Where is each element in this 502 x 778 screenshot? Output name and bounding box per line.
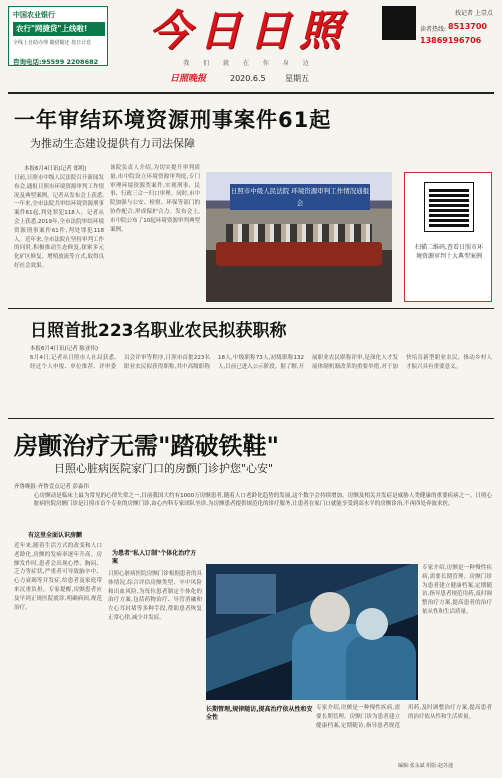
court-press-conference-photo (206, 172, 392, 302)
hotline-label: 读者热线: (420, 26, 447, 33)
story3-headline[interactable]: 房颤治疗无需"踏破铁鞋" (14, 432, 280, 460)
story1-body-left: 日前,日照市中级人民法院召开新闻发布会,通报日照市环境资源审判工作情况及典型案例。记者从发布会上获悉,一年来,全市法院共审结环境资源刑事案件61起,判处罪犯118人。记者从会上获悉,2019年,全市法院审结环境资源刑事案件61件,判处罪犯118人。近年来,全市法院在坚持审判工作的同时,积极推动生态修复,探索多元化矿区修复、增殖放流等方式,取得良好社会效果。 (14, 175, 104, 269)
story3-body-right: 专家介绍,房颤是一种慢性疾病,需要长期管理。房颤门诊为患者建立健康档案,定期随访,指导患者规范用药,及时调整治疗方案,提高患者的治疗依从性和生活质量。 (316, 705, 492, 729)
masthead (0, 0, 502, 90)
story1-subhead: 为推动生态建设提供有力司法保障 (30, 137, 195, 150)
qr-code-icon[interactable] (425, 183, 473, 231)
story3-byline: 齐鲁晚报·齐鲁壹点记者 彭淼伟 (14, 484, 89, 490)
story3-body-far-right: 专家介绍,房颤是一种慢性疾病,需要长期管理。房颤门诊为患者建立健康档案,定期随访,指导患者规范用药,及时调整治疗方案,提高患者的治疗依从性和生活质量。 (422, 565, 492, 615)
story3-body-left: 近年来,随着生活方式的改变和人口老龄化,房颤的发病率逐年升高。房颤发作时,患者会出现心悸、胸闷、乏力等症状,严重者可导致脑卒中、心力衰竭等并发症,给患者及家庭带来沉重负担。专家提醒,房颤患者应及早到正规医院就诊,明确病因,规范治疗。 (14, 543, 102, 611)
issue-date: 2020.6.5 (230, 74, 266, 83)
masthead-divider (8, 92, 494, 94)
photo-attendees (226, 224, 372, 244)
bank-name: 中国农业银行 (13, 11, 55, 19)
story2-body: 6月4日,记者从日照市人社局获悉,经过个人申报、单位推荐、评审委员会评审等程序,日照市首批223名职业农民拟获得职称,其中高级职称18人,中级职称73人,初级职称132人,目前已进入公示阶段。据了解,开展职业农民职称评审,是深化人才发展体制机制改革的重要举措,对于加快培育新型职业农民、推动乡村人才振兴具有重要意义。 (30, 355, 492, 370)
masthead-motto: 我 们 就 在 你 身 边 (183, 60, 315, 67)
story3-body-mid: 日照心脏病医院房颤门诊根据患者的具体情况,综合评估房颤类型、卒中风险和出血风险,为每位患者制定个体化的治疗方案,包括药物治疗、导管消融和左心耳封堵等多种手段,帮助患者恢复正常心律,减少并发症。 (108, 571, 202, 621)
hotline-number-2: 13869196706 (420, 36, 482, 45)
story1-headline[interactable]: 一年审结环境资源刑事案件61起 (14, 108, 332, 132)
monitor-glow (216, 574, 276, 614)
section-divider (8, 308, 494, 309)
ad-fine-print: 全线上自助办理 随借随还 按日计息 (13, 40, 92, 46)
brand-mark: 日照晚报 (170, 74, 207, 84)
page-footer: 编辑:张永斌 组版:赵苏通 (398, 763, 453, 769)
story1-byline: 本报6月4日讯(记者 郑明) (24, 166, 87, 172)
ad-phone: 咨询电话:95599 2208682 (13, 58, 99, 66)
issue-weekday: 星期五 (285, 74, 309, 83)
story3-section-head-left: 有这里全面认识房颤 (28, 532, 83, 539)
story3-section-head-bottom: 长期管理,规律随访,提高治疗依从性和安全性 (206, 706, 313, 721)
story3-lead: 心房颤动是临床上最为常见的心律失常之一,目前我国大约有1000万房颤患者,随着人口老龄化趋势的发展,这个数字会持续增加。房颤及相关并发症是威胁人类健康的重要疾病之一。日照心脏病医院房颤门诊是日照市首个专业的房颤门诊,由心内科专家团队坐诊,为房颤患者提供规范化的诊疗服务,让患者在家门口就能享受到高水平的房颤诊治,不再四处奔波求医。 (34, 493, 492, 508)
subscribe-tag: 找记者 上壹点 (455, 10, 493, 17)
section-divider (8, 418, 494, 419)
logo-text: 今日日照 (148, 6, 349, 55)
surgery-photo (206, 564, 418, 700)
photo-table (216, 242, 382, 266)
hotline-number-1: 8513700 (448, 22, 487, 31)
ad-slogan: 农行"网捷贷"上线啦! (13, 22, 105, 36)
story3-subhead: 日照心脏病医院家门口的房颤门诊护您"心安" (54, 462, 274, 475)
assistant-figure (346, 636, 416, 700)
newspaper-logo (120, 6, 378, 66)
surgeon-head (310, 592, 350, 632)
qr-sidebar[interactable] (404, 172, 492, 302)
qr-code-icon[interactable] (382, 6, 416, 40)
issue-info (120, 72, 378, 86)
assistant-head (356, 608, 388, 640)
story1-body-mid: 该院负责人介绍,为切实提升审判质量,市中院设立环境资源审判庭,专门审理环境资源类案件,实现刑事、民事、行政三合一归口审理。同时,市中院加强与公安、检察、环保等部门的协作配合,形成保护合力。发布会上,市中院公布了10起环境资源审判典型案例。 (110, 165, 200, 233)
qr-caption: 扫描二维码,查看日照市环境资源审判十大典型案例 (415, 244, 483, 260)
bank-ad[interactable] (8, 6, 108, 66)
story2-byline: 本报6月4日讯(记者 陈亚伟) (30, 346, 99, 352)
story2-headline[interactable]: 日照首批223名职业农民拟获职称 (30, 321, 287, 341)
photo-banner: 日照市中级人民法院 环境资源审判工作情况通报会 (230, 184, 370, 210)
story3-section-head-right: 为患者"私人订制"个体化治疗方案 (112, 550, 197, 565)
